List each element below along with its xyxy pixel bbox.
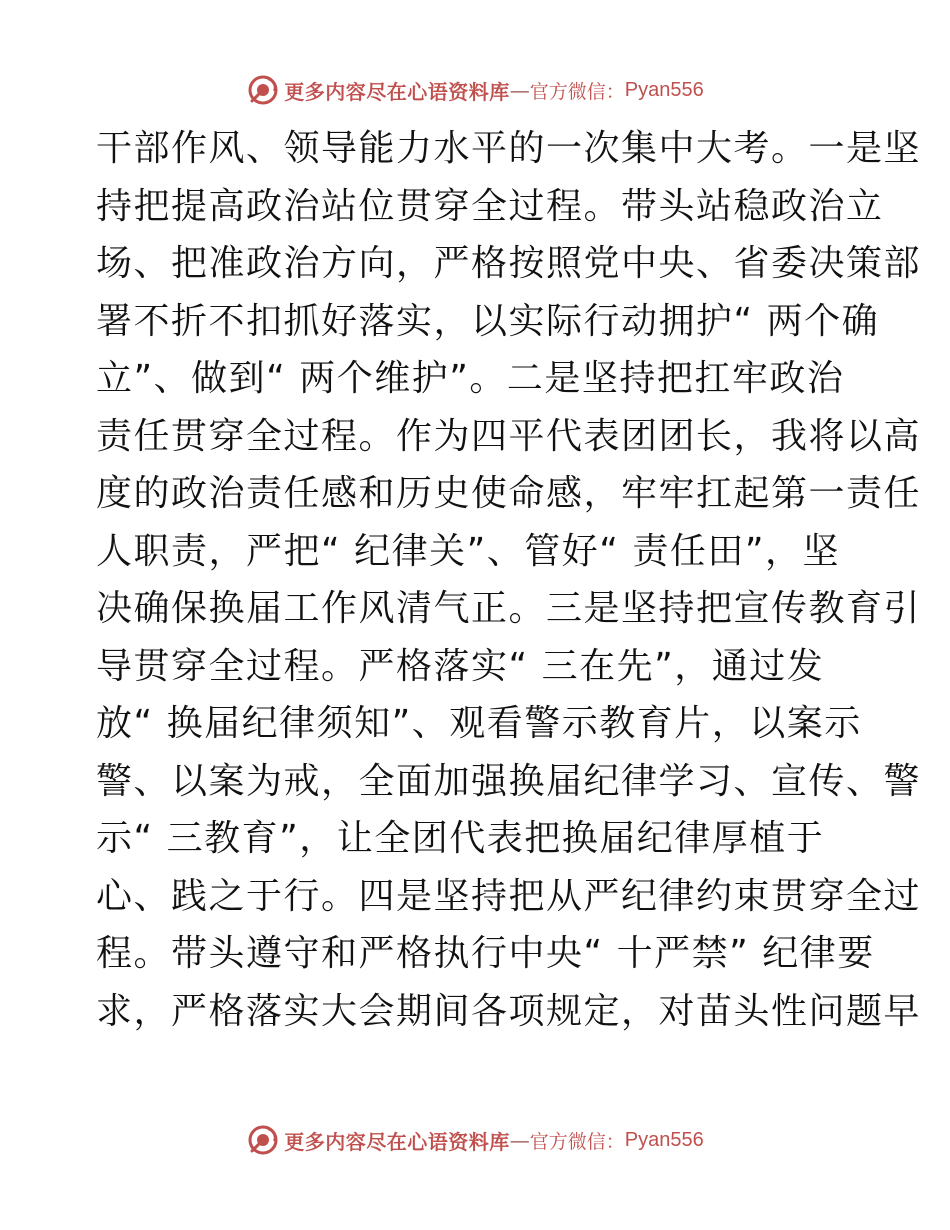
body-line-1: 干部作风、领导能力水平的一次集中大考。一是坚 [96,128,922,169]
body-line-8: 人职责，严把“ 纪律关”、管好“ 责任田”，坚 [96,530,840,572]
footer-main-text: 更多内容尽在心语资料库 [284,1129,510,1154]
body-line-15: 程。带头遵守和严格执行中央“ 十严禁” 纪律要 [96,933,875,974]
body-line-13: 示“ 三教育”，让全团代表把换届纪律厚植于 [96,818,825,859]
body-line-10: 导贯穿全过程。严格落实“ 三在先”，通过发 [96,645,825,687]
body-line-12: 警、以案为戒，全面加强换届纪律学习、宣传、警 [96,760,922,802]
body-line-11: 放“ 换届纪律须知”、观看警示教育片，以案示 [96,703,862,744]
body-line-3: 场、把准政治方向，严格按照党中央、省委决策部 [96,243,922,284]
header-wechat-id: Pyan556 [624,78,704,101]
footer-wechat-id: Pyan556 [624,1128,704,1151]
footer-sub-text: 官方微信： [529,1130,625,1153]
body-line-9: 决确保换届工作风清气正。三是坚持把宣传教育引 [96,588,922,629]
body-line-16: 求，严格落实大会期间各项规定，对苗头性问题早 [96,990,922,1032]
body-line-6: 责任贯穿全过程。作为四平代表团团长，我将以高 [96,415,922,457]
body-line-7: 度的政治责任感和历史使命感，牢牢扛起第一责任 [96,473,922,514]
document-body [96,120,922,1040]
body-line-14: 心、践之于行。四是坚持把从严纪律约束贯穿全过 [96,875,922,917]
header-sub-text: 官方微信： [529,80,625,103]
body-line-5: 立”、做到“ 两个维护”。二是坚持把扛牢政治 [96,358,845,399]
header-banner [0,70,950,110]
footer-dash: — [509,1128,530,1152]
body-line-4: 署不折不扣抓好落实，以实际行动拥护“ 两个确 [96,300,880,342]
body-line-2: 持把提高政治站位贯穿全过程。带头站稳政治立 [96,185,884,227]
red-circle-logo-icon [246,1123,280,1157]
header-dash: — [509,78,530,102]
footer-banner [0,1120,950,1160]
red-circle-logo-icon [246,73,280,107]
header-main-text: 更多内容尽在心语资料库 [284,79,510,104]
